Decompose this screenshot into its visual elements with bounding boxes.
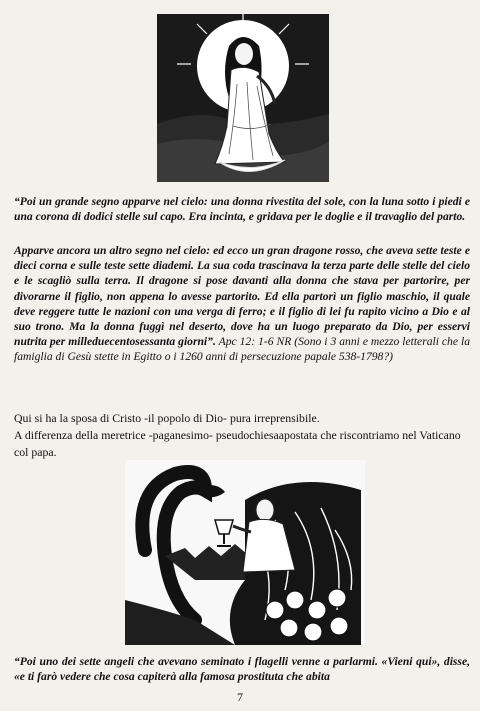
quote-text: “Poi un grande segno apparve nel cielo: una donna rivestita del sole, con la luna sotto i piedi e una corona di dodici stelle sul capo. Era incinta, e gridava per le doglie e il travaglio del parto.: [14, 195, 470, 224]
woman-clothed-with-sun-icon: [157, 14, 329, 182]
commentary-line-2: A differenza della meretrice -paganesimo- pseudochiesaapostata che riscontriamo nel Vaticano col papa.: [14, 428, 461, 459]
page-number: 7: [237, 690, 243, 704]
harlot-on-dragon-icon: [125, 460, 365, 645]
revelation-quote-paragraph-3: [14, 654, 470, 684]
commentary-line-1: Qui si ha la sposa di Cristo -il popolo di Dio- pura irreprensibile.: [14, 411, 320, 425]
commentary-paragraph: [14, 410, 470, 461]
quote-text: Apparve ancora un altro segno nel cielo: ed ecco un gran dragone rosso, che aveva sette teste e dieci corna e sulle teste sette diademi. La sua coda trascinava la terza parte delle stelle del cielo e le scagliò sulla terra. Il dragone si pose davanti alla donna che stava per partorire, per divorarne il figlio, non appena lo avesse partorito. Ed ella partorì un figlio maschio, il quale deve reggere tutte le nazioni con una verga di ferro; e il figlio di lei fu rapito vicino a Dio e al suo trono. Ma la donna fuggì nel deserto, dove ha un luogo preparato da Dio, per esservi nutrita per milleduecentosessanta giorni”.: [14, 244, 470, 349]
revelation-quote-paragraph-1: [14, 194, 470, 224]
quote-text: “Poi uno dei sette angeli che avevano seminato i flagelli venne a parlarmi. «Vieni qui», disse, «e ti farò vedere che cosa capiterà alla famosa prostituta che abita: [14, 655, 470, 684]
scripture-reference: Apc 12: 1-6 NR (Sono i 3 anni e mezzo letterali che la famiglia di Gesù stette in Egitto o i 1260 anni di persecuzione papale 538-1798?): [14, 335, 470, 364]
revelation-quote-paragraph-2: [14, 243, 470, 365]
